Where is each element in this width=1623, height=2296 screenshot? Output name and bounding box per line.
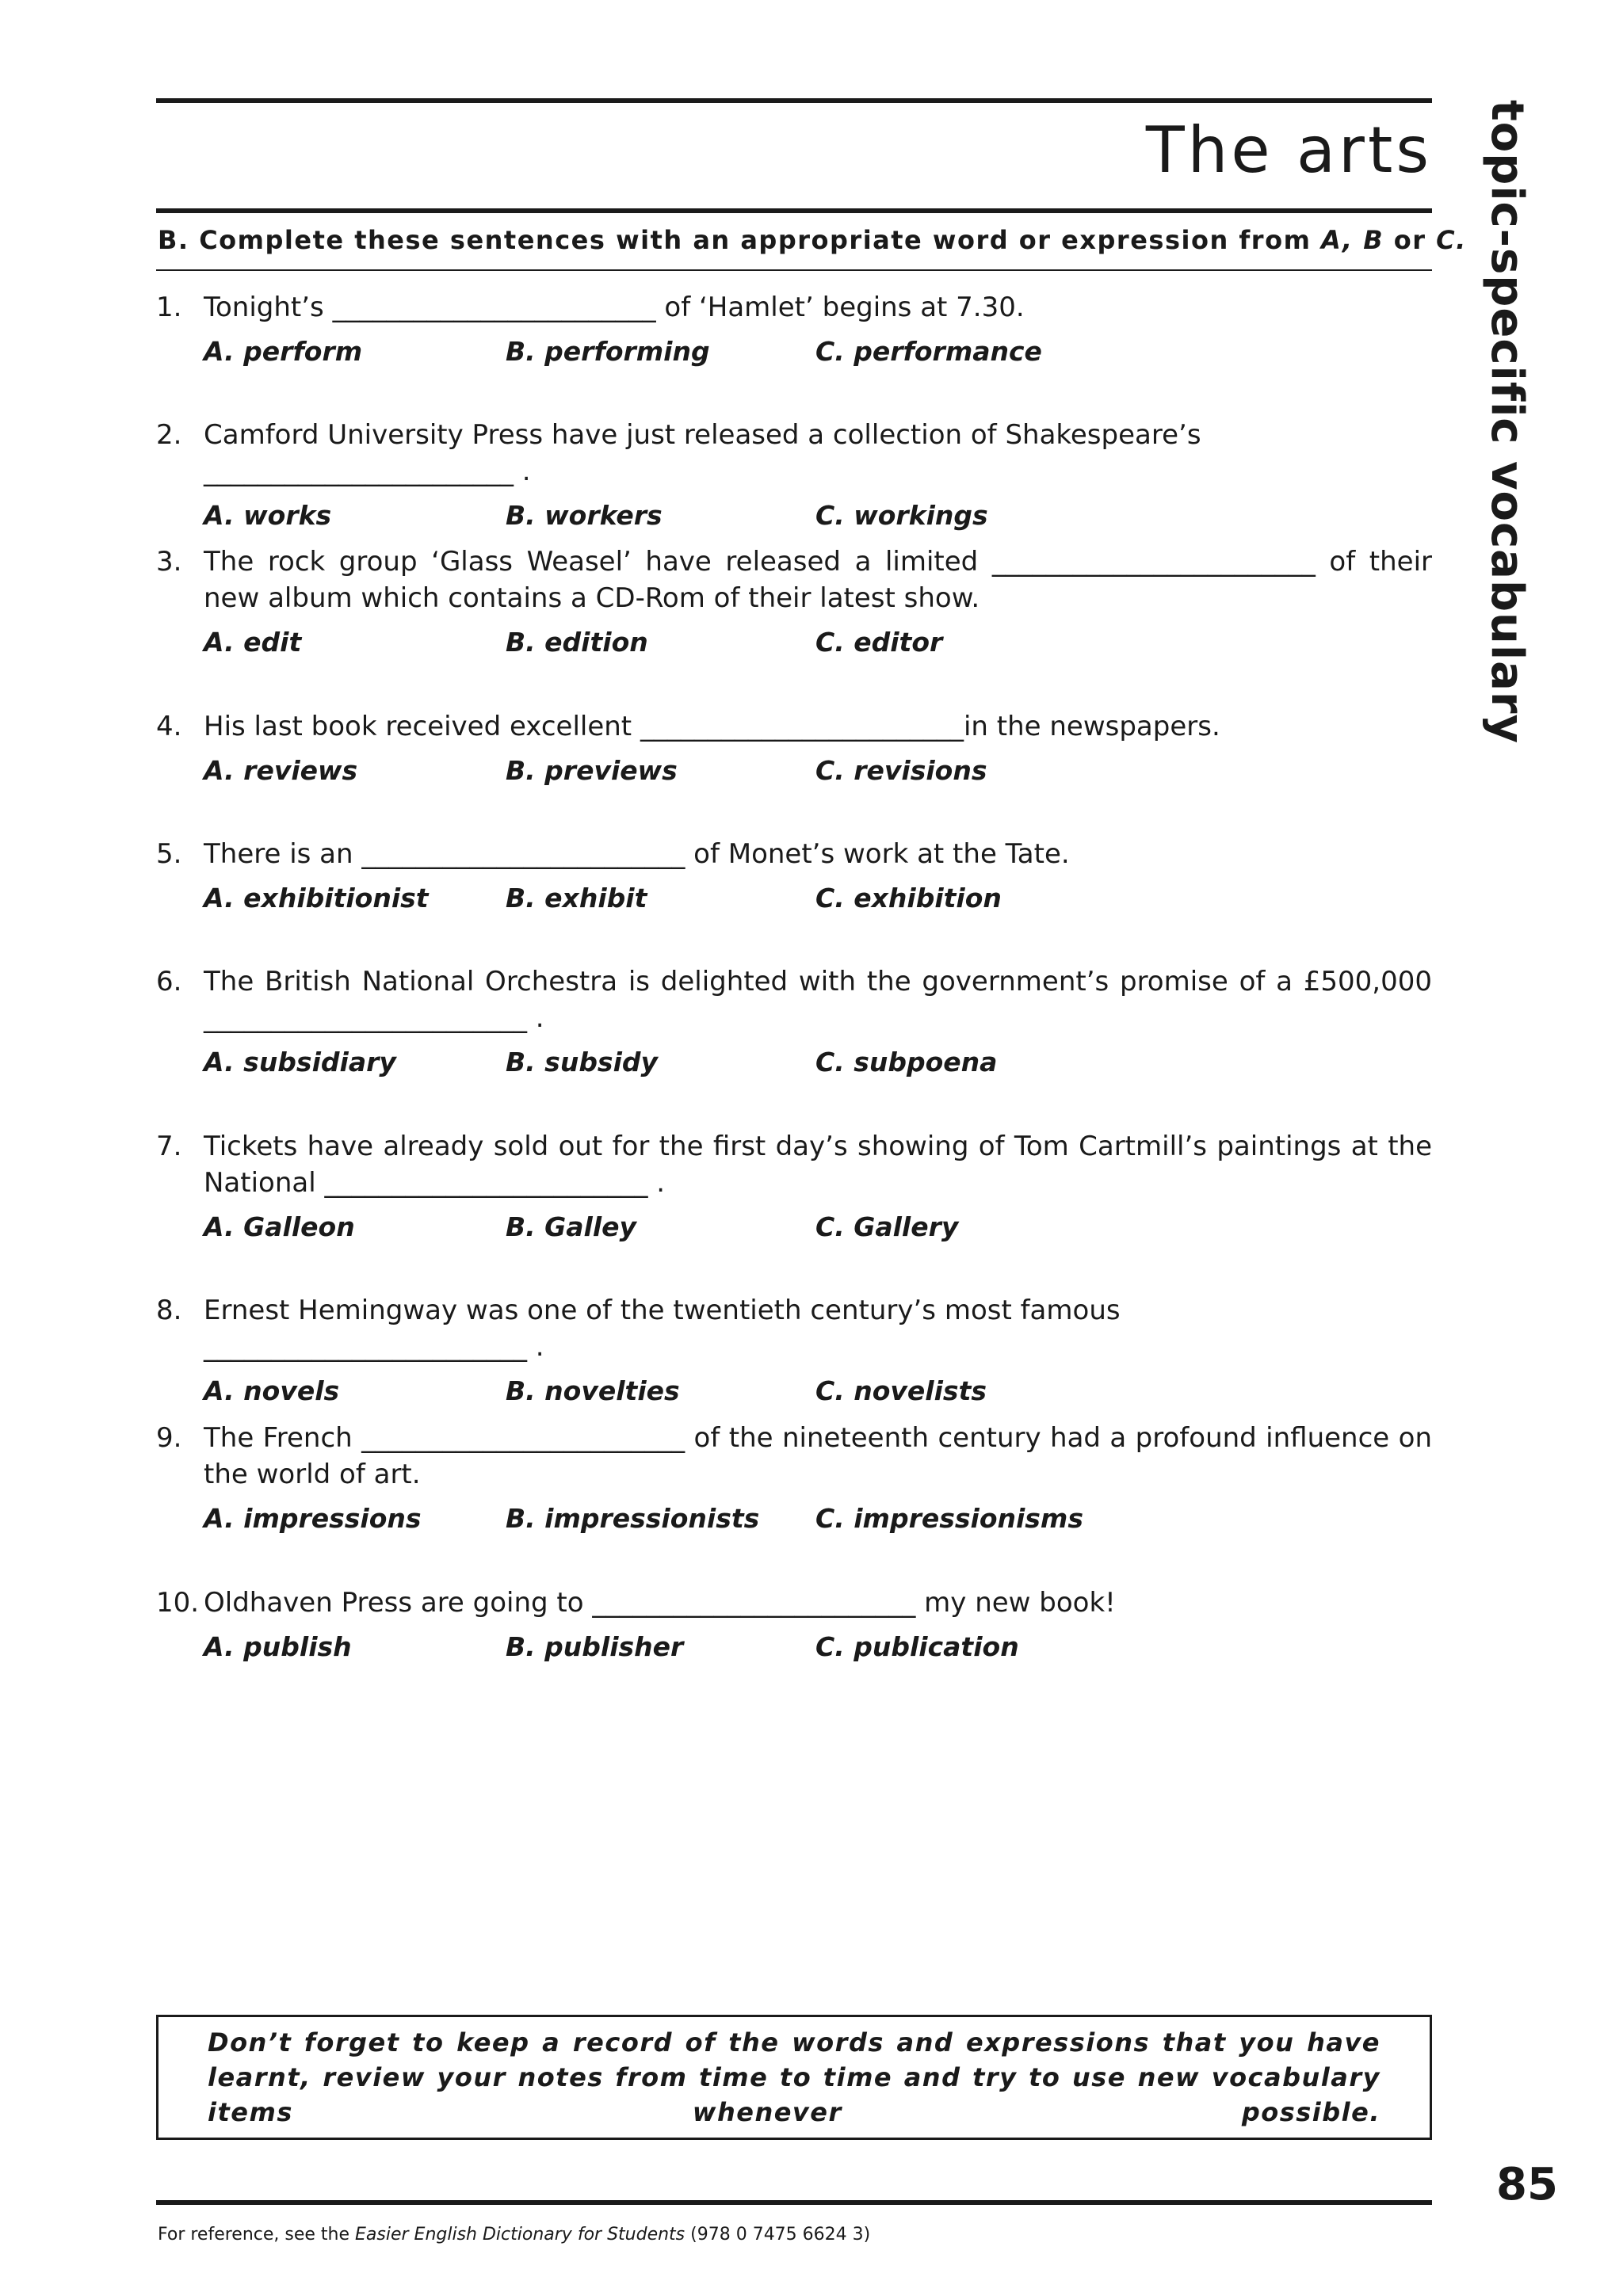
footer-prefix: For reference, see the [158, 2225, 356, 2245]
option-b[interactable]: B. novelties [506, 1375, 680, 1406]
instruction-option-c: C. [1436, 225, 1467, 255]
side-section-label: topic-specific vocabulary [1481, 100, 1533, 745]
option-c[interactable]: C. exhibition [815, 883, 1002, 913]
instruction-or: or [1384, 225, 1437, 255]
option-b[interactable]: B. exhibit [506, 883, 647, 913]
question-text[interactable]: The British National Orchestra is delighted with the government’s promise of a £500,000 ________________________ . [204, 966, 1432, 1034]
question-number: 7. [156, 1131, 182, 1162]
option-c[interactable]: C. performance [815, 336, 1042, 367]
instruction-text: B. Complete these sentences with an appropriate word or expression from [158, 225, 1322, 255]
option-b[interactable]: B. impressionists [506, 1503, 760, 1534]
question-text[interactable]: His last book received excellent ________________________in the newspapers. [204, 711, 1220, 742]
option-c[interactable]: C. publication [815, 1631, 1019, 1662]
top-rule [156, 98, 1432, 103]
question-text[interactable]: Oldhaven Press are going to ________________________ my new book! [204, 1587, 1116, 1619]
question-number: 6. [156, 966, 182, 997]
question-1 [156, 289, 1432, 370]
option-c[interactable]: C. Gallery [815, 1211, 959, 1242]
question-number: 8. [156, 1295, 182, 1326]
question-9 [156, 1420, 1432, 1537]
option-c[interactable]: C. novelists [815, 1375, 987, 1406]
page-number: 85 [1496, 2159, 1558, 2210]
question-7 [156, 1128, 1432, 1245]
page-title: The arts [1145, 113, 1432, 187]
question-text[interactable]: The rock group ‘Glass Weasel’ have released a limited ________________________ of their new album which contains a CD-Rom of their latest show. [204, 546, 1432, 614]
option-a[interactable]: A. publish [204, 1631, 352, 1662]
option-a[interactable]: A. subsidiary [204, 1047, 396, 1077]
question-number: 1. [156, 292, 182, 323]
option-a[interactable]: A. works [204, 500, 332, 531]
question-text[interactable]: Tickets have already sold out for the first day’s showing of Tom Cartmill’s paintings at the National ________________________ . [204, 1131, 1432, 1199]
bottom-rule [156, 2200, 1432, 2205]
question-8 [156, 1292, 1432, 1409]
option-b[interactable]: B. publisher [506, 1631, 684, 1662]
option-b[interactable]: B. previews [506, 755, 678, 786]
option-a[interactable]: A. Galleon [204, 1211, 355, 1242]
question-text[interactable]: Tonight’s ________________________ of ‘Hamlet’ begins at 7.30. [204, 292, 1025, 323]
question-number: 5. [156, 838, 182, 870]
question-text[interactable]: There is an ________________________ of Monet’s work at the Tate. [204, 838, 1070, 870]
question-text[interactable]: Camford University Press have just released a collection of Shakespeare’s _______________________ . [204, 419, 1201, 487]
question-6 [156, 963, 1432, 1081]
question-5 [156, 836, 1432, 917]
question-number: 10. [156, 1587, 200, 1619]
question-10 [156, 1585, 1432, 1665]
question-number: 3. [156, 546, 182, 578]
question-number: 2. [156, 419, 182, 451]
title-rule [156, 208, 1432, 213]
option-b[interactable]: B. performing [506, 336, 710, 367]
option-c[interactable]: C. impressionisms [815, 1503, 1083, 1534]
option-b[interactable]: B. Galley [506, 1211, 637, 1242]
question-text[interactable]: Ernest Hemingway was one of the twentieth century’s most famous ________________________ . [204, 1295, 1121, 1363]
option-a[interactable]: A. exhibitionist [204, 883, 429, 913]
instruction-options-ab: A, B [1321, 225, 1384, 255]
footer-isbn: (978 0 7475 6624 3) [685, 2225, 871, 2245]
option-b[interactable]: B. edition [506, 627, 648, 658]
instruction-rule [156, 269, 1432, 271]
option-b[interactable]: B. workers [506, 500, 663, 531]
footer-dictionary-title: Easier English Dictionary for Students [355, 2225, 685, 2245]
option-c[interactable]: C. editor [815, 627, 943, 658]
option-c[interactable]: C. workings [815, 500, 988, 531]
footer-reference [158, 2225, 870, 2245]
option-b[interactable]: B. subsidy [506, 1047, 659, 1077]
reminder-text: Don’t forget to keep a record of the words and expressions that you have learnt, review your notes from time to time and try to use new vocabulary items whenever possible. [208, 2027, 1381, 2127]
question-number: 4. [156, 711, 182, 742]
instruction [158, 225, 1467, 255]
option-a[interactable]: A. perform [204, 336, 363, 367]
question-3 [156, 543, 1432, 661]
option-c[interactable]: C. revisions [815, 755, 987, 786]
reminder-box [156, 2015, 1432, 2140]
option-c[interactable]: C. subpoena [815, 1047, 998, 1077]
question-4 [156, 708, 1432, 789]
question-2 [156, 417, 1432, 534]
option-a[interactable]: A. edit [204, 627, 302, 658]
question-text[interactable]: The French ________________________ of the nineteenth century had a profound influence on the world of art. [204, 1422, 1432, 1490]
question-number: 9. [156, 1422, 182, 1454]
option-a[interactable]: A. reviews [204, 755, 358, 786]
option-a[interactable]: A. impressions [204, 1503, 422, 1534]
option-a[interactable]: A. novels [204, 1375, 340, 1406]
